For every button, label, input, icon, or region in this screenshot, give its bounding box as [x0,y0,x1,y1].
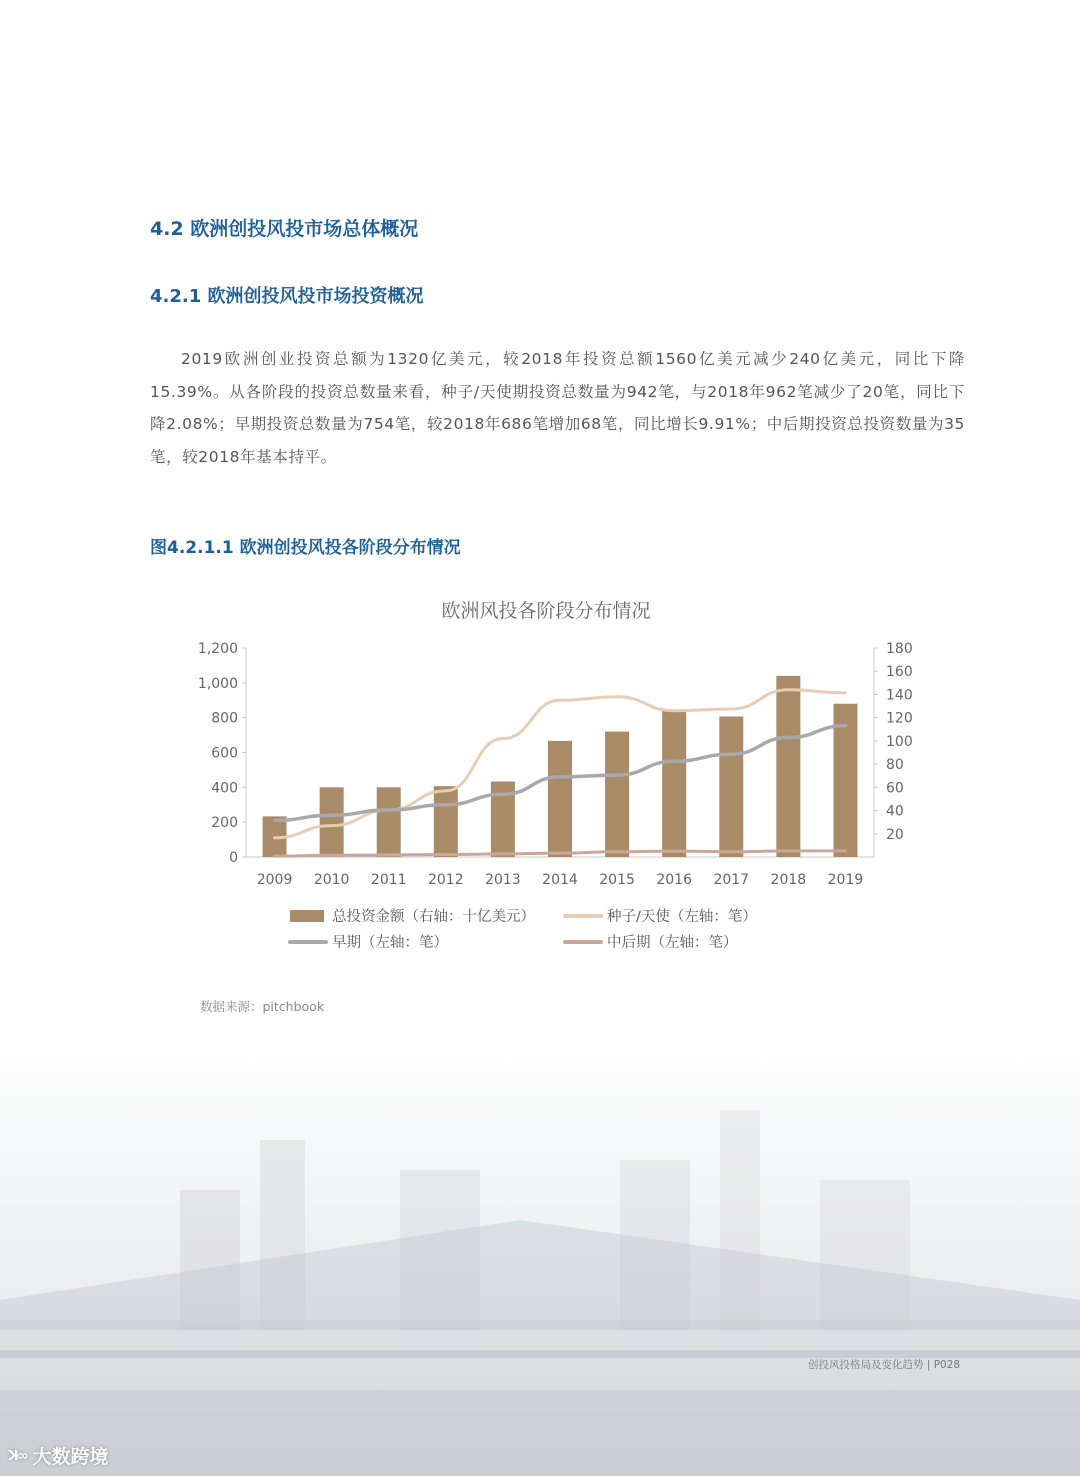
right-tick-label: 80 [886,757,904,774]
right-tick-label: 160 [886,664,913,681]
legend-seed-angel-label: 种子/天使（左轴：笔） [607,909,757,925]
x-tick-label: 2017 [713,872,750,888]
stage-distribution-chart [180,585,920,965]
right-tick-label: 100 [886,733,913,750]
legend-total-investment-label: 总投资金额（右轴：十亿美元） [332,909,535,925]
body-paragraph: 2019欧洲创业投资总额为1320亿美元，较2018年投资总额1560亿美元减少240亿美元，同比下降15.39%。从各阶段的投资总数量来看，种子/天使期投资总数量为942笔，与2018年962笔减少了20笔，同比下降2.08%；早期投资总数量为754笔，较2018年686笔增加68笔，同比增长9.91%；中后期投资总投资数量为35笔，较2018年基本持平。 [150,350,965,466]
logo-text: 大数跨境 [32,1446,109,1468]
bar-total-investment [776,676,800,857]
bar-total-investment [548,741,572,857]
bar-total-investment [719,717,743,857]
right-tick-label: 20 [886,826,904,843]
right-tick-label: 180 [886,641,913,657]
left-tick-label: 1,200 [197,641,238,657]
x-tick-label: 2013 [485,872,521,888]
x-tick-label: 2015 [599,872,635,888]
right-tick-label: 40 [886,803,904,820]
x-tick-label: 2010 [313,872,350,888]
right-tick-label: 120 [886,710,913,727]
legend-late-stage-label: 中后期（左轴：笔） [607,935,738,951]
x-tick-label: 2011 [370,872,407,888]
bar-total-investment [434,786,458,857]
left-tick-label: 200 [211,815,238,832]
page-footer: 创投风投格局及变化趋势 | P028 [808,1359,961,1371]
data-source-note: 数据来源：pitchbook [200,999,325,1014]
section-heading: 4.2 欧洲创投风投市场总体概况 [150,218,419,240]
x-tick-label: 2019 [827,872,864,888]
right-tick-label: 140 [886,687,913,704]
watermark-logo [8,1442,109,1469]
x-tick-label: 2009 [256,872,293,888]
bar-total-investment [605,732,629,857]
left-tick-label: 1,000 [197,675,238,692]
left-tick-label: 600 [211,745,238,762]
figure-title: 图4.2.1.1 欧洲创投风投各阶段分布情况 [150,538,461,558]
bar-total-investment [377,787,401,857]
x-tick-label: 2014 [542,872,578,888]
city-skyline-watermark [0,1100,1080,1476]
x-tick-label: 2018 [770,872,807,888]
subsection-heading: 4.2.1 欧洲创投风投市场投资概况 [150,286,424,307]
bar-total-investment [662,711,686,857]
x-tick-label: 2012 [427,872,464,888]
legend-early-stage-label: 早期（左轴：笔） [332,935,448,951]
x-tick-label: 2016 [656,872,693,888]
left-tick-label: 800 [211,710,238,727]
chart-title: 欧洲风投各阶段分布情况 [441,600,651,622]
left-tick-label: 0 [229,850,238,866]
logo-icon: ꓘ∞ [8,1447,27,1464]
legend-total-investment-swatch [290,910,324,922]
left-tick-label: 400 [211,780,238,797]
right-tick-label: 60 [886,780,904,797]
bar-total-investment [320,787,344,857]
